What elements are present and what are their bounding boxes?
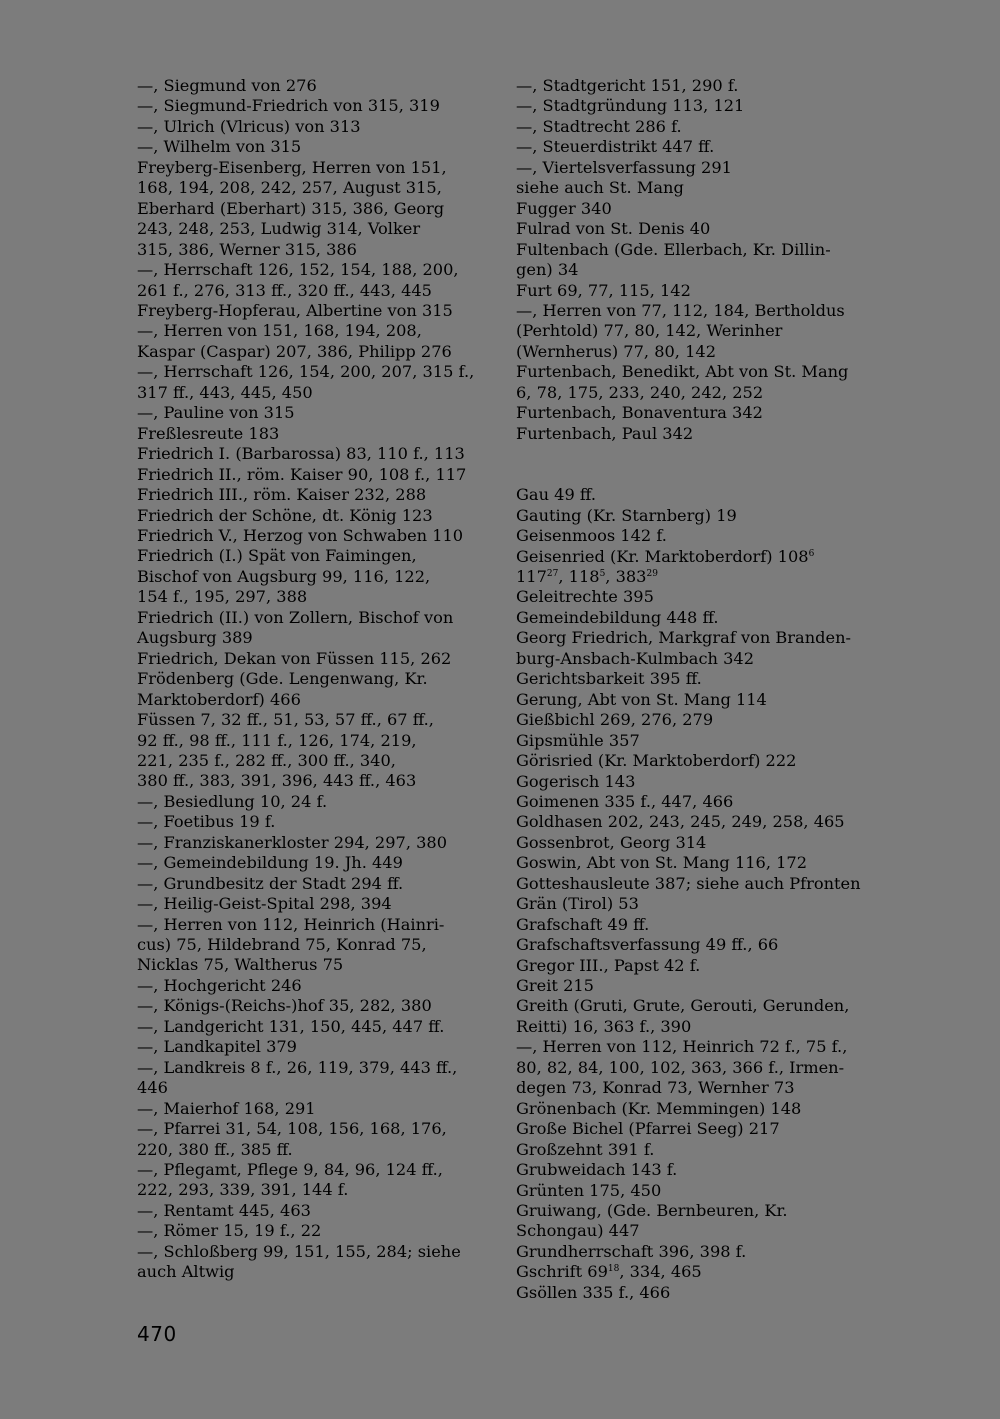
index-entry	[516, 690, 876, 710]
superscript-note: 29	[646, 568, 658, 579]
index-entry-line: 315, 386, Werner 315, 386	[137, 239, 357, 259]
index-entry-line: Greit 215	[516, 976, 594, 996]
index-entry-line: —, Landkreis 8 f., 26, 119, 379, 443 ff.,	[137, 1057, 458, 1077]
index-entry	[137, 894, 482, 914]
index-entry	[516, 547, 876, 588]
index-entry-line: auch Altwig	[137, 1262, 235, 1282]
index-entry-line: Grönenbach (Kr. Memmingen) 148	[516, 1098, 802, 1118]
index-entry	[516, 1037, 876, 1098]
index-entry	[516, 96, 876, 116]
index-entry	[516, 853, 876, 873]
index-entry	[516, 1283, 876, 1303]
index-entry	[137, 506, 482, 526]
index-entry-line: Friedrich der Schöne, dt. König 123	[137, 505, 433, 525]
index-entry-line: Furtenbach, Benedikt, Abt von St. Mang	[516, 362, 849, 382]
index-entry	[516, 772, 876, 792]
index-entry-line: $117^{27}$, $118^5$, $383^{29}$	[516, 566, 658, 586]
index-entry-line: Gau 49 ff.	[516, 485, 596, 505]
index-entry-line: Gschrift $69^{18}$, 334, 465	[516, 1262, 702, 1282]
index-entry	[137, 76, 482, 96]
index-entry	[516, 1242, 876, 1262]
superscript-note: 6	[808, 548, 815, 559]
index-entry	[516, 710, 876, 730]
index-entry-line: 220, 380 ff., 385 ff.	[137, 1139, 293, 1159]
index-entry	[516, 751, 876, 771]
index-entry-line: —, Königs-(Reichs-)hof 35, 282, 380	[137, 996, 432, 1016]
index-entry	[516, 76, 876, 96]
index-entry-line: —, Hochgericht 246	[137, 975, 302, 995]
index-entry	[137, 546, 482, 607]
index-entry	[137, 96, 482, 116]
index-entry-line: Grubweidach 143 f.	[516, 1160, 678, 1180]
index-entry	[137, 260, 482, 301]
index-entry-line: Reitti) 16, 363 f., 390	[516, 1016, 692, 1036]
index-entry	[137, 1017, 482, 1037]
index-entry-line: Gotteshausleute 387; siehe auch Pfronten	[516, 873, 861, 893]
index-entry-line: Goswin, Abt von St. Mang 116, 172	[516, 853, 808, 873]
index-entry-line: Geisenried (Kr. Marktoberdorf) $108^6$	[516, 546, 815, 566]
index-entry-line: Grafschaftsverfassung 49 ff., 66	[516, 935, 779, 955]
index-entry-line: 261 f., 276, 313 ff., 320 ff., 443, 445	[137, 280, 432, 300]
index-entry-line: Füssen 7, 32 ff., 51, 53, 57 ff., 67 ff.,	[137, 710, 434, 730]
index-entry	[516, 403, 876, 423]
index-entry-line: —, Herren von 77, 112, 184, Bertholdus	[516, 300, 845, 320]
index-entry-line: —, Herrschaft 126, 152, 154, 188, 200,	[137, 260, 459, 280]
index-entry-line: degen 73, Konrad 73, Wernher 73	[516, 1078, 795, 1098]
index-entry	[516, 915, 876, 935]
index-entry	[137, 1242, 482, 1283]
index-entry-line: —, Pauline von 315	[137, 403, 295, 423]
index-entry-line: Gruiwang, (Gde. Bernbeuren, Kr.	[516, 1201, 788, 1221]
index-entry-line: Gregor III., Papst 42 f.	[516, 955, 701, 975]
index-entry-line: —, Maierhof 168, 291	[137, 1098, 316, 1118]
index-entry-line: —, Viertelsverfassung 291	[516, 157, 732, 177]
index-entry-line: Freyberg-Eisenberg, Herren von 151,	[137, 157, 447, 177]
index-entry-line: 380 ff., 383, 391, 396, 443 ff., 463	[137, 771, 417, 791]
index-entry-line: (Perhtold) 77, 80, 142, Werinher	[516, 321, 783, 341]
index-entry	[516, 1181, 876, 1201]
index-entry	[137, 1119, 482, 1160]
index-entry-line: Friedrich II., röm. Kaiser 90, 108 f., 117	[137, 464, 467, 484]
index-entry-line: Greith (Gruti, Grute, Gerouti, Gerunden,	[516, 996, 850, 1016]
index-entry-line: —, Stadtrecht 286 f.	[516, 116, 682, 136]
index-entry-line: —, Herren von 151, 168, 194, 208,	[137, 321, 422, 341]
index-entry	[516, 424, 876, 444]
index-entry-line: Fulrad von St. Denis 40	[516, 219, 711, 239]
index-entry-line: Gerung, Abt von St. Mang 114	[516, 689, 767, 709]
left-column	[137, 76, 482, 1283]
index-entry-line: —, Heilig-Geist-Spital 298, 394	[137, 894, 392, 914]
index-entry	[137, 444, 482, 464]
superscript-note: 5	[599, 568, 606, 579]
index-entry	[516, 996, 876, 1037]
index-entry	[137, 996, 482, 1016]
index-entry	[137, 976, 482, 996]
index-entry-line: 243, 248, 253, Ludwig 314, Volker	[137, 219, 421, 239]
index-entry-line: Großzehnt 391 f.	[516, 1139, 655, 1159]
superscript-note: 27	[546, 568, 559, 579]
index-entry-line: Furt 69, 77, 115, 142	[516, 280, 691, 300]
index-entry-line: Friedrich V., Herzog von Schwaben 110	[137, 525, 464, 545]
index-entry-line: Eberhard (Eberhart) 315, 386, Georg	[137, 198, 445, 218]
index-entry-line: —, Rentamt 445, 463	[137, 1200, 311, 1220]
index-entry-line: Augsburg 389	[137, 628, 253, 648]
index-entry	[137, 301, 482, 321]
index-entry	[137, 812, 482, 832]
index-entry-line: Nicklas 75, Waltherus 75	[137, 955, 344, 975]
index-entry-line: Gießbichl 269, 276, 279	[516, 710, 714, 730]
index-entry-line: —, Landkapitel 379	[137, 1037, 297, 1057]
index-entry	[137, 117, 482, 137]
index-entry-line: —, Siegmund-Friedrich von 315, 319	[137, 96, 440, 116]
index-entry	[137, 362, 482, 403]
index-entry-line: Friedrich III., röm. Kaiser 232, 288	[137, 485, 427, 505]
index-entry	[516, 485, 876, 505]
index-entry	[516, 976, 876, 996]
index-entry-line: 92 ff., 98 ff., 111 f., 126, 174, 219,	[137, 730, 417, 750]
index-entry	[137, 833, 482, 853]
index-entry-line: (Wernherus) 77, 80, 142	[516, 341, 716, 361]
index-entry	[516, 587, 876, 607]
index-entry	[516, 219, 876, 239]
index-entry-line: Grafschaft 49 ff.	[516, 914, 650, 934]
index-entry-line: 168, 194, 208, 242, 257, August 315,	[137, 178, 442, 198]
right-column-g-entries	[516, 485, 876, 1303]
index-entry-line: 6, 78, 175, 233, 240, 242, 252	[516, 382, 764, 402]
index-entry-line: Georg Friedrich, Markgraf von Branden-	[516, 628, 851, 648]
index-entry	[516, 956, 876, 976]
index-entry	[137, 1221, 482, 1241]
superscript-note: 18	[607, 1264, 620, 1275]
index-entry	[137, 1037, 482, 1057]
index-entry-line: Gipsmühle 357	[516, 730, 640, 750]
index-entry-line: Gossenbrot, Georg 314	[516, 832, 707, 852]
right-column	[516, 76, 876, 1303]
index-entry-line: Kaspar (Caspar) 207, 386, Philipp 276	[137, 341, 452, 361]
index-entry	[516, 240, 876, 281]
index-entry	[516, 526, 876, 546]
index-entry	[137, 137, 482, 157]
index-entry-line: Goldhasen 202, 243, 245, 249, 258, 465	[516, 812, 845, 832]
index-entry-line: Grän (Tirol) 53	[516, 894, 639, 914]
index-entry	[516, 117, 876, 137]
index-entry-line: Goimenen 335 f., 447, 466	[516, 791, 734, 811]
index-entry-line: —, Steuerdistrikt 447 ff.	[516, 137, 715, 157]
index-entry	[516, 362, 876, 403]
index-entry	[137, 1160, 482, 1201]
index-entry	[516, 608, 876, 628]
index-entry-line: —, Stadtgründung 113, 121	[516, 96, 745, 116]
index-entry	[137, 424, 482, 444]
index-entry	[516, 1160, 876, 1180]
index-entry-line: Freyberg-Hopferau, Albertine von 315	[137, 300, 453, 320]
index-entry	[137, 526, 482, 546]
index-entry	[137, 465, 482, 485]
index-entry-line: Geisenmoos 142 f.	[516, 526, 667, 546]
index-entry-line: —, Stadtgericht 151, 290 f.	[516, 76, 739, 95]
index-entry-line: 80, 82, 84, 100, 102, 363, 366 f., Irmen-	[516, 1057, 845, 1077]
index-entry-line: Freßlesreute 183	[137, 423, 280, 443]
index-entry-line: Frödenberg (Gde. Lengenwang, Kr.	[137, 669, 428, 689]
index-entry	[137, 1201, 482, 1221]
index-entry-line: —, Foetibus 19 f.	[137, 812, 276, 832]
index-entry	[137, 669, 482, 710]
index-entry-line: Gogerisch 143	[516, 771, 636, 791]
index-entry-line: Gauting (Kr. Starnberg) 19	[516, 505, 737, 525]
index-entry	[516, 731, 876, 751]
index-entry-line: Gerichtsbarkeit 395 ff.	[516, 669, 702, 689]
index-entry	[516, 628, 876, 669]
index-entry-line: Grundherrschaft 396, 398 f.	[516, 1241, 747, 1261]
index-entry-line: Furtenbach, Bonaventura 342	[516, 403, 763, 423]
index-entry	[137, 608, 482, 649]
index-entry	[516, 1262, 876, 1282]
index-entry-line: —, Pflegamt, Pflege 9, 84, 96, 124 ff.,	[137, 1160, 443, 1180]
page-number: 470	[137, 1322, 177, 1346]
index-entry-line: cus) 75, Hildebrand 75, Konrad 75,	[137, 935, 427, 955]
letter-gap	[516, 444, 876, 485]
index-entry	[516, 199, 876, 219]
index-entry-line: 222, 293, 339, 391, 144 f.	[137, 1180, 349, 1200]
index-entry	[137, 321, 482, 362]
index-entry	[516, 506, 876, 526]
index-entry-line: Furtenbach, Paul 342	[516, 423, 694, 443]
index-entry-line: Bischof von Augsburg 99, 116, 122,	[137, 566, 431, 586]
index-entry	[137, 915, 482, 976]
index-entry-line: Große Bichel (Pfarrei Seeg) 217	[516, 1119, 780, 1139]
index-entry-line: siehe auch St. Mang	[516, 178, 684, 198]
index-entry-line: —, Landgericht 131, 150, 445, 447 ff.	[137, 1016, 445, 1036]
index-entry-line: Friedrich (I.) Spät von Faimingen,	[137, 546, 417, 566]
index-entry	[516, 301, 876, 362]
index-entry	[137, 853, 482, 873]
index-entry	[516, 1119, 876, 1139]
index-entry	[516, 833, 876, 853]
index-entry-line: —, Besiedlung 10, 24 f.	[137, 791, 328, 811]
index-entry	[137, 710, 482, 792]
index-entry-line: gen) 34	[516, 260, 579, 280]
index-entry	[516, 894, 876, 914]
index-entry-line: —, Herren von 112, Heinrich 72 f., 75 f.,	[516, 1037, 848, 1057]
index-entry-line: Gemeindebildung 448 ff.	[516, 607, 719, 627]
index-entry-line: —, Herren von 112, Heinrich (Hainri-	[137, 914, 445, 934]
index-entry-line: —, Ulrich (Vlricus) von 313	[137, 116, 361, 136]
index-entry-line: 154 f., 195, 297, 388	[137, 587, 308, 607]
index-entry	[516, 812, 876, 832]
index-entry	[516, 935, 876, 955]
index-entry-line: Friedrich I. (Barbarossa) 83, 110 f., 113	[137, 444, 465, 464]
index-entry	[137, 158, 482, 260]
index-entry	[137, 1099, 482, 1119]
index-entry	[516, 1140, 876, 1160]
index-entry-line: Fugger 340	[516, 198, 612, 218]
index-entry	[516, 1201, 876, 1242]
index-entry-line: —, Grundbesitz der Stadt 294 ff.	[137, 873, 404, 893]
index-entry-line: Fultenbach (Gde. Ellerbach, Kr. Dillin-	[516, 239, 831, 259]
index-entry-line: —, Schloßberg 99, 151, 155, 284; siehe	[137, 1241, 461, 1261]
index-entry-line: burg-Ansbach-Kulmbach 342	[516, 648, 754, 668]
index-entry	[516, 874, 876, 894]
index-entry-line: —, Franziskanerkloster 294, 297, 380	[137, 832, 448, 852]
index-entry-line: Friedrich, Dekan von Füssen 115, 262	[137, 648, 452, 668]
index-entry	[516, 1099, 876, 1119]
index-entry	[137, 485, 482, 505]
index-entry	[137, 792, 482, 812]
index-entry	[137, 874, 482, 894]
index-entry-line: Grünten 175, 450	[516, 1180, 662, 1200]
index-entry-line: —, Gemeindebildung 19. Jh. 449	[137, 853, 403, 873]
right-column-f-entries	[516, 76, 876, 444]
index-entry-line: 317 ff., 443, 445, 450	[137, 382, 313, 402]
index-entry-line: Gsöllen 335 f., 466	[516, 1282, 671, 1302]
index-entry-line: 221, 235 f., 282 ff., 300 ff., 340,	[137, 750, 396, 770]
index-entry	[516, 158, 876, 199]
index-entry-line: 446	[137, 1078, 168, 1098]
index-entry-line: Marktoberdorf) 466	[137, 689, 301, 709]
index-entry-line: —, Pfarrei 31, 54, 108, 156, 168, 176,	[137, 1119, 447, 1139]
index-entry	[137, 1058, 482, 1099]
index-entry-line: —, Wilhelm von 315	[137, 137, 302, 157]
index-entry-line: Schongau) 447	[516, 1221, 640, 1241]
index-entry	[137, 403, 482, 423]
index-entry	[516, 281, 876, 301]
index-entry-line: Geleitrechte 395	[516, 587, 654, 607]
index-entry-line: —, Römer 15, 19 f., 22	[137, 1221, 322, 1241]
index-entry-line: —, Siegmund von 276	[137, 76, 317, 95]
index-entry	[516, 792, 876, 812]
index-entry	[137, 649, 482, 669]
index-entry-line: Görisried (Kr. Marktoberdorf) 222	[516, 751, 797, 771]
index-entry	[516, 669, 876, 689]
index-entry-line: Friedrich (II.) von Zollern, Bischof von	[137, 607, 454, 627]
index-entry-line: —, Herrschaft 126, 154, 200, 207, 315 f.,	[137, 362, 475, 382]
index-entry	[516, 137, 876, 157]
